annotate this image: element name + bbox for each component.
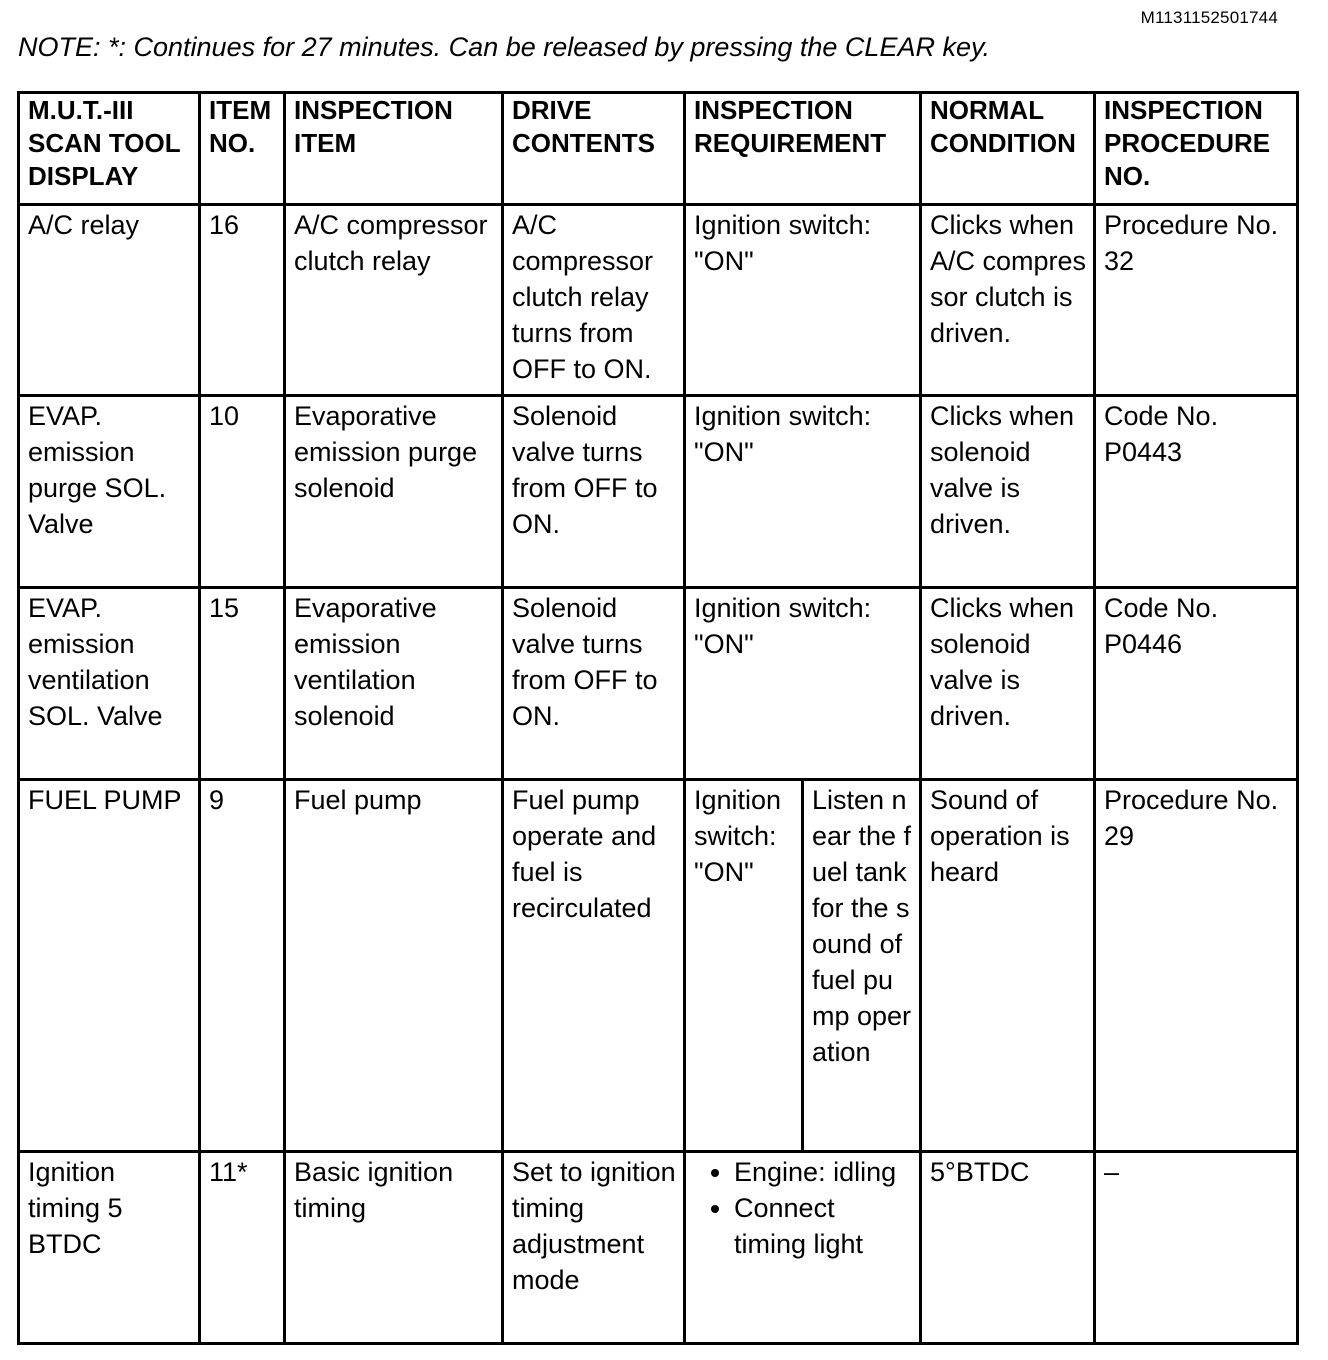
cell-procedure-no: Procedure No. 32 — [1095, 205, 1298, 396]
cell-display: Ignition timing 5 BTDC — [19, 1152, 200, 1344]
cell-drive-contents: Solenoid valve turns from OFF to ON. — [503, 588, 685, 780]
cell-inspection-item: Evaporative emission ventilation solenoid — [285, 588, 503, 780]
cell-display: EVAP. emission ventilation SOL. Valve — [19, 588, 200, 780]
cell-display: A/C relay — [19, 205, 200, 396]
cell-requirement-extra: Listen near the fuel tank for the sound of fuel pump operation — [803, 780, 921, 1152]
cell-normal-condition: Clicks when solenoid valve is driven. — [921, 396, 1095, 588]
cell-inspection-item: Evaporative emission purge solenoid — [285, 396, 503, 588]
header-normal-condition: NORMAL CONDITION — [921, 93, 1095, 205]
cell-procedure-no: – — [1095, 1152, 1298, 1344]
cell-normal-condition: Clicks when A/C compressor clutch is driven. — [921, 205, 1095, 396]
cell-requirement: Ignition switch: "ON" — [685, 205, 921, 396]
table-row — [19, 588, 1298, 780]
cell-drive-contents: Set to ignition timing adjustment mode — [503, 1152, 685, 1344]
header-inspection-requirement: INSPECTION REQUIREMENT — [685, 93, 921, 205]
cell-inspection-item: Basic ignition timing — [285, 1152, 503, 1344]
requirement-bullet-list — [694, 1154, 913, 1262]
table-row — [19, 780, 1298, 1152]
header-procedure-no: INSPECTION PROCEDURE NO. — [1095, 93, 1298, 205]
note-text: NOTE: *: Continues for 27 minutes. Can be released by pressing the CLEAR key. — [18, 32, 990, 62]
header-inspection-item: INSPECTION ITEM — [285, 93, 503, 205]
header-display: M.U.T.-III SCAN TOOL DISPLAY — [19, 93, 200, 205]
header-row — [19, 93, 1298, 205]
cell-drive-contents: Solenoid valve turns from OFF to ON. — [503, 396, 685, 588]
cell-item-no: 9 — [200, 780, 285, 1152]
cell-inspection-item: A/C compressor clutch relay — [285, 205, 503, 396]
cell-requirement: Ignition switch: "ON" — [685, 396, 921, 588]
header-item-no: ITEM NO. — [200, 93, 285, 205]
cell-requirement — [685, 1152, 921, 1344]
cell-procedure-no: Code No. P0446 — [1095, 588, 1298, 780]
cell-requirement: Ignition switch: "ON" — [685, 780, 803, 1152]
cell-display: EVAP. emission purge SOL. Valve — [19, 396, 200, 588]
cell-item-no: 11* — [200, 1152, 285, 1344]
table-row — [19, 1152, 1298, 1344]
cell-normal-condition: Clicks when solenoid valve is driven. — [921, 588, 1095, 780]
cell-normal-condition: 5°BTDC — [921, 1152, 1095, 1344]
cell-item-no: 15 — [200, 588, 285, 780]
table-row — [19, 396, 1298, 588]
table-row — [19, 205, 1298, 396]
cell-display: FUEL PUMP — [19, 780, 200, 1152]
cell-requirement: Ignition switch: "ON" — [685, 588, 921, 780]
cell-normal-condition: Sound of operation is heard — [921, 780, 1095, 1152]
inspection-table — [17, 91, 1299, 1345]
list-item: • Engine: idling — [734, 1154, 913, 1190]
cell-procedure-no: Code No. P0443 — [1095, 396, 1298, 588]
header-drive-contents: DRIVE CONTENTS — [503, 93, 685, 205]
cell-procedure-no: Procedure No. 29 — [1095, 780, 1298, 1152]
cell-drive-contents: Fuel pump operate and fuel is recirculated — [503, 780, 685, 1152]
cell-item-no: 16 — [200, 205, 285, 396]
cell-item-no: 10 — [200, 396, 285, 588]
cell-drive-contents: A/C compressor clutch relay turns from OFF to ON. — [503, 205, 685, 396]
cell-inspection-item: Fuel pump — [285, 780, 503, 1152]
list-item: • Connect timing light — [734, 1190, 913, 1262]
document-id: M1131152501744 — [1140, 8, 1278, 27]
